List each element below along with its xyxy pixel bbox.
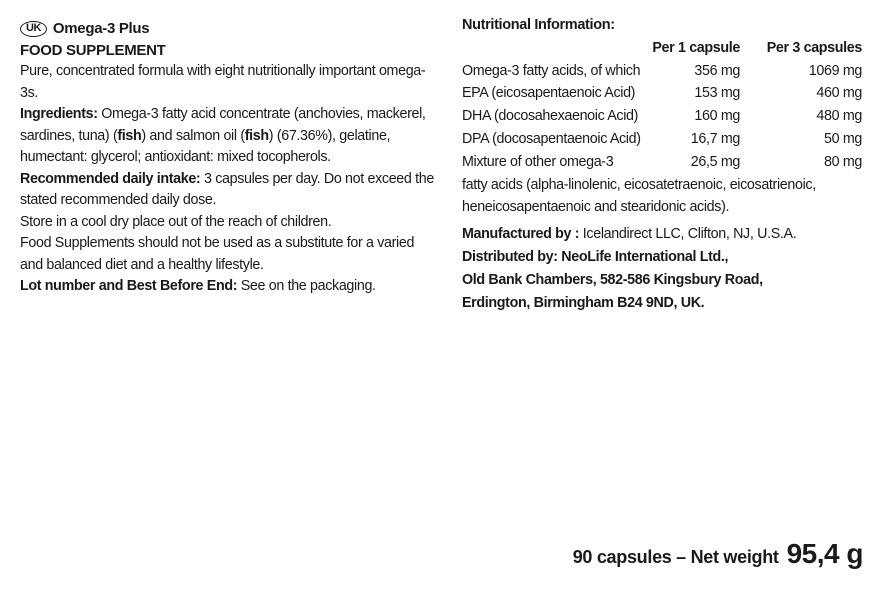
nutrient-per-3: 1069 mg — [808, 62, 862, 79]
daily-intake-text: 3 capsules per day. Do not exceed the stated recommended daily dose. — [20, 170, 434, 208]
manufacturer — [462, 223, 867, 246]
product-title-row — [20, 18, 440, 40]
capsule-count: 90 capsules – Net weight — [572, 547, 779, 567]
region-badge: UK — [20, 21, 47, 37]
table-row — [462, 128, 862, 151]
warning: Food Supplements should not be used as a substitute for a varied and balanced diet and a healthy lifestyle. — [20, 235, 415, 273]
nutrient-per-1: 26,5 mg — [690, 153, 740, 170]
table-row — [462, 105, 862, 128]
distributor-line-1: Distributed by: NeoLife International Ltd., — [462, 248, 729, 265]
net-weight: 95,4 g — [786, 538, 863, 569]
per-3-capsules-header: Per 3 capsules — [766, 39, 862, 56]
product-name: Omega-3 Plus — [52, 20, 150, 37]
table-row — [462, 151, 862, 174]
lot-label: Lot number and Best Before End: — [20, 278, 238, 294]
nutrient-per-1: 160 mg — [694, 108, 740, 125]
nutrient-name: Mixture of other omega-3 — [462, 153, 614, 170]
ingredients — [20, 104, 440, 169]
allergen-fish-1: fish — [117, 127, 142, 144]
per-1-capsule-header: Per 1 capsule — [652, 39, 740, 56]
left-column — [20, 18, 440, 298]
daily-intake-label: Recommended daily intake: — [20, 170, 201, 187]
ingredients-label: Ingredients: — [20, 106, 98, 122]
mixture-continuation: fatty acids (alpha-linolenic, eicosatetraenoic, eicosatrienoic, heneicosapentaenoic and stearidonic acids). — [462, 176, 816, 216]
nutrient-per-3: 80 mg — [824, 153, 862, 170]
ingredients-text-1: Omega-3 fatty acid concentrate (anchovies, mackerel, sardines, tuna) ( — [20, 106, 426, 144]
nutrition-heading: Nutritional Information: — [462, 17, 615, 33]
nutrient-per-3: 50 mg — [824, 130, 862, 147]
nutrient-name: DHA (docosahexaenoic Acid) — [462, 108, 639, 125]
nutrient-name: EPA (eicosapentaenoic Acid) — [462, 85, 636, 102]
net-weight-footer — [573, 538, 863, 570]
nutrient-per-3: 460 mg — [816, 85, 862, 102]
nutrient-per-1: 356 mg — [694, 62, 740, 79]
daily-intake — [20, 169, 440, 212]
table-row — [462, 82, 862, 105]
nutrient-column-header — [462, 37, 652, 60]
lot-info — [20, 276, 440, 298]
allergen-fish-2: fish — [244, 127, 269, 144]
nutrient-per-1: 153 mg — [694, 85, 740, 102]
right-column — [462, 14, 867, 314]
manufacturer-text: Icelandirect LLC, Clifton, NJ, U.S.A. — [579, 226, 797, 243]
manufacturer-label: Manufactured by : — [462, 226, 580, 243]
nutrient-per-3: 480 mg — [816, 108, 862, 125]
distributor-line-3: Erdington, Birmingham B24 9ND, UK. — [462, 294, 705, 311]
table-row — [462, 60, 862, 83]
ingredients-text-3: ) (67.36%), gelatine, humectant: glycerol; antioxidant: mixed tocopherols. — [20, 127, 391, 165]
lot-text: See on the packaging. — [237, 278, 376, 294]
nutrition-table — [462, 37, 862, 174]
distributor-line-2: Old Bank Chambers, 582-586 Kingsbury Road, — [462, 271, 763, 288]
nutrient-name: DPA (docosapentaenoic Acid) — [462, 130, 641, 147]
description: Pure, concentrated formula with eight nutritionally important omega-3s. — [20, 63, 426, 101]
nutrient-name: Omega-3 fatty acids, of which — [462, 62, 641, 79]
storage: Store in a cool dry place out of the reach of children. — [20, 213, 332, 230]
product-category: FOOD SUPPLEMENT — [20, 41, 166, 59]
nutrition-header-row — [462, 37, 862, 60]
nutrient-per-1: 16,7 mg — [690, 130, 740, 147]
ingredients-text-2: ) and salmon oil ( — [141, 127, 245, 144]
